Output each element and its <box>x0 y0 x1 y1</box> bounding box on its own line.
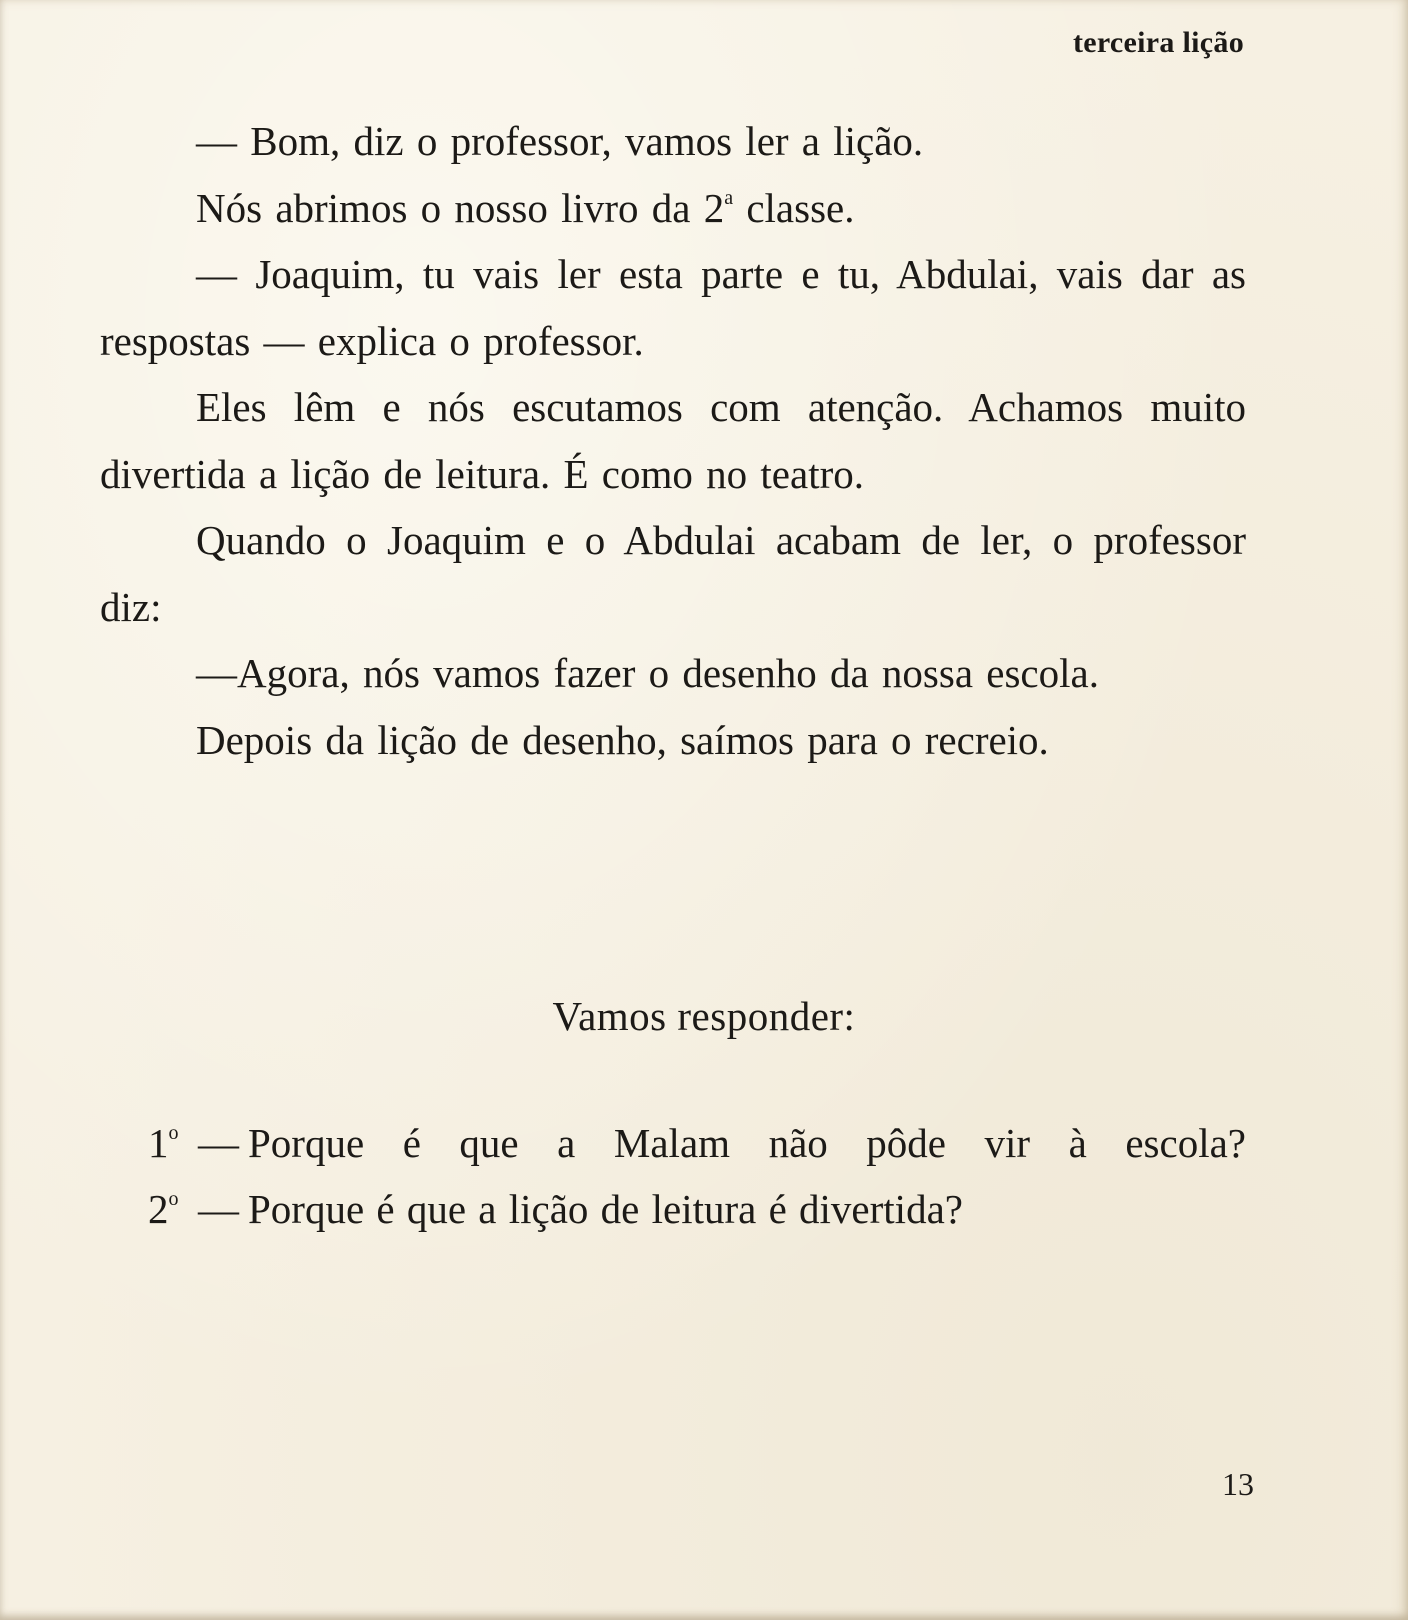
question-dash: — <box>198 1186 239 1232</box>
paragraph-3: — Joaquim, tu vais ler esta parte e tu, Abdulai, vais dar as respostas — explica o professor. <box>100 251 1246 364</box>
running-head: terceira lição <box>1072 26 1244 59</box>
question-item <box>148 1110 1246 1176</box>
question-number-digit: 2 <box>148 1186 169 1232</box>
paragraph-5: Quando o Joaquim e o Abdulai acabam de ler, o professor diz: <box>100 517 1246 630</box>
paragraph-7: Depois da lição de desenho, saímos para o recreio. <box>196 716 1049 763</box>
question-number <box>148 1176 198 1242</box>
ordinal-indicator: a <box>724 186 734 209</box>
paragraph-6: —Agora, nós vamos fazer o desenho da nossa escola. <box>196 650 1099 696</box>
page-number: 13 <box>1222 1466 1254 1502</box>
section-title: Vamos responder: <box>552 993 856 1039</box>
paragraph-1: — Bom, diz o professor, vamos ler a lição. <box>196 118 924 164</box>
lesson-text <box>100 108 1246 773</box>
paragraph-2 <box>100 175 1246 242</box>
question-ordinal: o <box>168 1122 179 1144</box>
paragraph-4: Eles lêm e nós escutamos com atenção. Achamos muito divertida a lição de leitura. É como no teatro. <box>100 384 1246 497</box>
paragraph-2-end: classe. <box>733 184 855 231</box>
question-number-digit: 1 <box>148 1120 169 1166</box>
question-text: Porque é que a lição de leitura é divertida? <box>248 1186 963 1232</box>
question-number <box>148 1110 198 1176</box>
paragraph-2-start: Nós abrimos o nosso livro da 2 <box>196 184 725 231</box>
question-dash: — <box>198 1120 239 1166</box>
question-list <box>148 1110 1246 1242</box>
question-ordinal: o <box>168 1188 179 1210</box>
question-item <box>148 1176 1246 1242</box>
question-text: Porque é que a Malam não pôde vir à escola? <box>248 1120 1246 1166</box>
